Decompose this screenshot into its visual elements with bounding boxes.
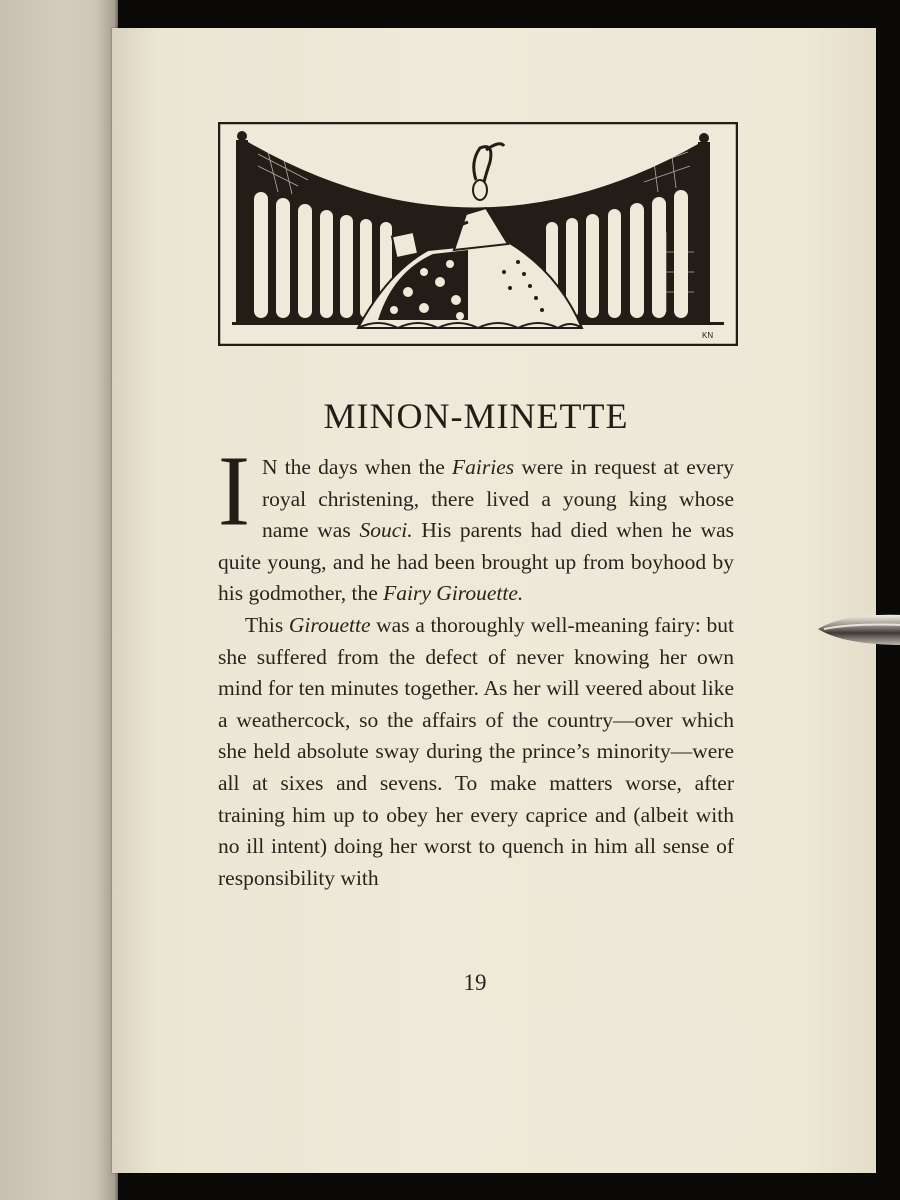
left-page-edge <box>0 0 118 1200</box>
text-run: were in request at every royal christening, there lived a young king whose name was <box>261 455 734 543</box>
chapter-title: MINON-MINETTE <box>323 396 629 436</box>
text-run: N the days when the <box>261 455 453 479</box>
page-number: 19 <box>463 970 487 995</box>
pen-clip-icon <box>814 605 900 653</box>
chapter-illustration <box>218 122 738 346</box>
artist-monogram: KN <box>702 331 714 340</box>
drop-cap: I <box>218 434 250 547</box>
text-run: was a thoroughly well-meaning fairy: but she suffered from the defect of never knowing her own mind for ten minutes together. As her will veered about like a weathercock, so the affairs of the country—over which she held absolute sway during the prince’s minority—were all at sixes and sevens. To make matters worse, after training him up to obey her every caprice and (albeit with no ill intent) doing her worst to quench in him all sense of responsibility with <box>218 612 734 890</box>
text-run: This <box>245 612 289 637</box>
paragraph <box>218 610 734 894</box>
italic-run: Fairy Girouette. <box>383 581 524 606</box>
italic-run: Souci. <box>359 518 413 543</box>
italic-run: Fairies <box>452 455 515 479</box>
text-run: His parents had died when he was quite young, and he had been brought up from boyhood by his godmother, the <box>218 518 735 606</box>
italic-run: Girouette <box>288 612 371 637</box>
paragraph <box>218 434 735 610</box>
chapter-text <box>218 434 735 894</box>
